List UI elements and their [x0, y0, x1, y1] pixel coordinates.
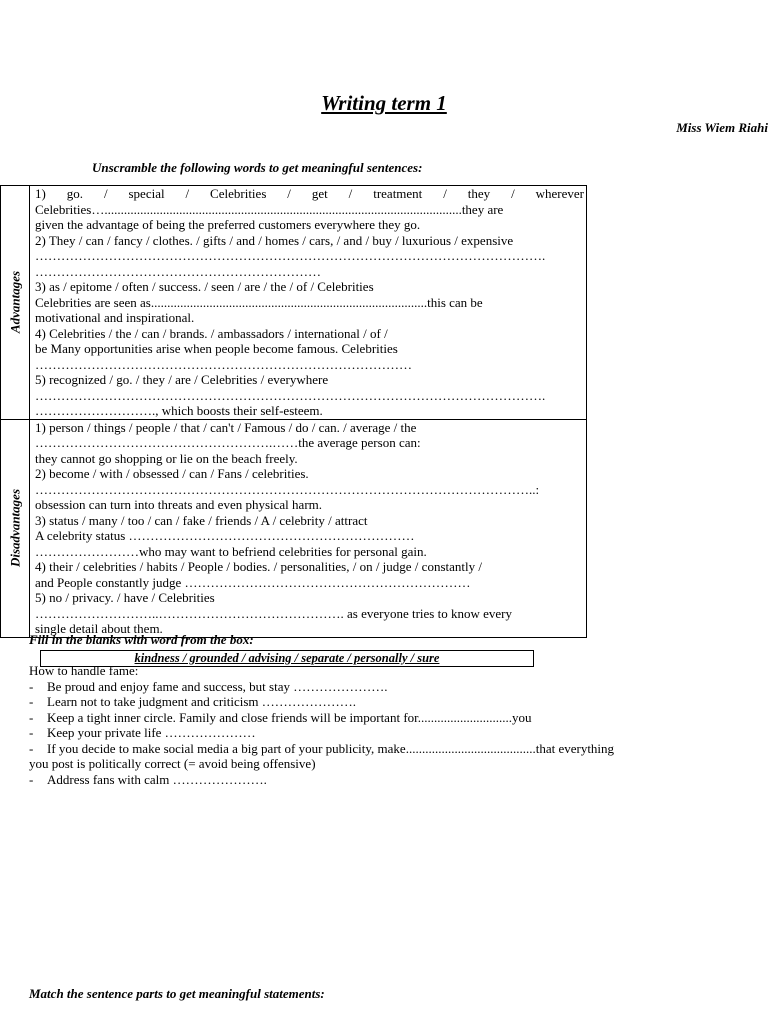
list-item	[29, 679, 759, 695]
list-item	[29, 772, 759, 788]
disadv-line: ………………………..……………………………………. as everyone tries to know every	[35, 605, 512, 621]
teacher-name: Miss Wiem Riahi	[676, 120, 768, 135]
adv-line: 1) go. / special / Celebrities / get / treatment / they / wherever	[35, 186, 584, 201]
unscramble-table	[0, 185, 587, 638]
disadvantages-content	[30, 419, 587, 637]
disadv-line: they cannot go shopping or lie on the beach freely.	[35, 450, 298, 466]
disadv-line: ……………………who may want to befriend celebrities for personal gain.	[35, 543, 427, 559]
list-dash: -	[29, 709, 34, 725]
advantages-content	[30, 186, 587, 420]
adv-line: 2) They / can / fancy / clothes. / gifts / and / homes / cars, / and / buy / luxurious / expensive	[35, 232, 514, 248]
list-dash: -	[29, 740, 34, 756]
disadv-line: 5) no / privacy. / have / Celebrities	[35, 590, 215, 605]
list-item-text: Learn not to take judgment and criticism ………………….	[47, 694, 357, 709]
unscramble-instruction: Unscramble the following words to get meaningful sentences:	[92, 160, 423, 175]
list-item-continuation	[29, 756, 759, 772]
page-title: Writing term 1	[321, 91, 447, 115]
adv-line: 3) as / epitome / often / success. / seen / are / the / of / Celebrities	[35, 279, 374, 294]
list-item-text: Be proud and enjoy fame and success, but stay ………………….	[47, 678, 388, 694]
list-dash: -	[29, 771, 34, 787]
list-item-text: Keep a tight inner circle. Family and close friends will be important for.............................you	[47, 709, 532, 725]
adv-line: be Many opportunities arise when people become famous. Celebrities	[35, 341, 398, 356]
advantages-label: Advantages	[7, 271, 23, 334]
adv-line: given the advantage of being the preferred customers everywhere they go.	[35, 217, 421, 232]
list-item	[29, 725, 759, 741]
adv-line: ……………………………………………………………………………………………………….	[35, 387, 546, 403]
list-item	[29, 710, 759, 726]
disadv-line: 3) status / many / too / can / fake / friends / A / celebrity / attract	[35, 512, 368, 528]
disadvantages-row	[1, 419, 587, 637]
adv-line: ……………………………………………………………………………………………………….	[35, 248, 546, 263]
list-dash: -	[29, 694, 34, 709]
adv-line: 4) Celebrities / the / can / brands. / ambassadors / international / of /	[35, 325, 388, 341]
list-item-text: If you decide to make social media a big part of your publicity, make........................................that everything	[47, 740, 615, 756]
advantages-row	[1, 186, 587, 420]
adv-line: Celebrities are seen as.....................................................................................this can be	[35, 294, 483, 310]
disadvantages-side-cell	[1, 419, 30, 637]
list-item	[29, 741, 759, 757]
disadv-line: ……………………………………………….……the average person can:	[35, 435, 421, 450]
list-item	[29, 694, 759, 710]
adv-line: …………………………………………………………	[35, 263, 321, 279]
disadv-line: ……………………………………………………………………………………………………..:	[35, 481, 540, 497]
disadv-line: single detail about them.	[35, 621, 163, 636]
disadv-line: obsession can turn into threats and even physical harm.	[35, 497, 323, 512]
disadv-line: 2) become / with / obsessed / can / Fans / celebrities.	[35, 466, 309, 481]
disadvantages-label: Disadvantages	[7, 489, 23, 567]
list-dash: -	[29, 678, 34, 694]
fill-blanks-instruction: Fill in the blanks with word from the box:	[29, 632, 254, 647]
disadv-line: 1) person / things / people / that / can't / Famous / do / can. / average / the	[35, 419, 417, 435]
match-instruction: Match the sentence parts to get meaningful statements:	[29, 986, 325, 1001]
advantages-side-cell	[1, 186, 30, 420]
disadv-line: A celebrity status …………………………………………………………	[35, 528, 415, 543]
word-box: kindness / grounded / advising / separate / personally / sure	[40, 650, 534, 667]
adv-line: ………………………., which boosts their self-esteem.	[35, 403, 323, 418]
list-dash: -	[29, 725, 34, 740]
adv-line: Celebrities…..............................................................................................................they are	[35, 201, 504, 217]
disadv-line: 4) their / celebrities / habits / People / bodies. / personalities, / on / judge / constantly /	[35, 559, 482, 574]
list-item-text: Address fans with calm ………………….	[47, 771, 267, 787]
fame-heading: How to handle fame:	[29, 663, 139, 678]
disadv-line: and People constantly judge …………………………………………………………	[35, 574, 471, 590]
adv-line: 5) recognized / go. / they / are / Celebrities / everywhere	[35, 372, 329, 387]
adv-line: motivational and inspirational.	[35, 310, 195, 325]
list-item-text: you post is politically correct (= avoid being offensive)	[29, 756, 316, 771]
adv-line: ……………………………………………………………………………	[35, 356, 412, 372]
fame-list	[29, 663, 759, 787]
list-item-text: Keep your private life …………………	[47, 725, 256, 740]
